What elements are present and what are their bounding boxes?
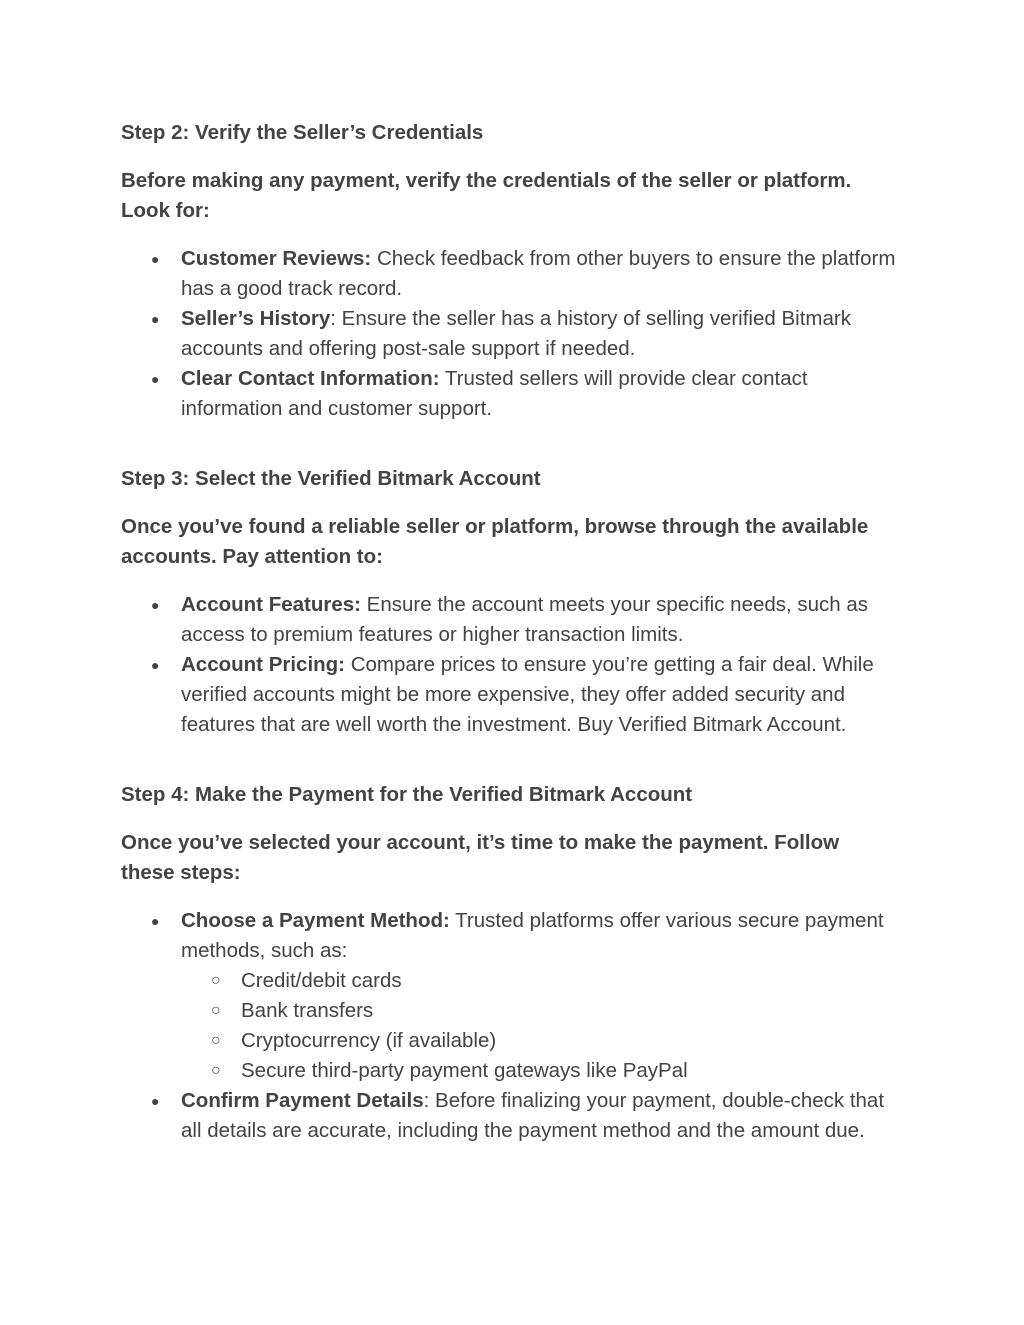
bullet-list [121,906,896,1146]
list-item-term: Customer Reviews: [181,247,372,270]
section-heading: Step 4: Make the Payment for the Verified Bitmark Account [121,783,693,806]
section-intro: Once you’ve found a reliable seller or platform, browse through the available accounts. Pay attention to: [121,515,869,568]
section-intro: Before making any payment, verify the credentials of the seller or platform. Look for: [121,169,852,222]
list-item-term: Clear Contact Information: [181,367,440,390]
section-heading: Step 3: Select the Verified Bitmark Account [121,467,541,490]
list-item-text: Check feedback from other buyers to ensure the platform has a good track record. [181,247,896,300]
list-item [121,1086,896,1146]
list-item-term: Choose a Payment Method: [181,909,450,932]
list-item [121,650,896,740]
list-item [121,590,896,650]
list-item-text: Trusted sellers will provide clear contact information and customer support. [181,367,808,420]
list-item [121,304,896,364]
sub-list-item: ○ Cryptocurrency (if available) [181,1026,896,1056]
list-item-text: Compare prices to ensure you’re getting a fair deal. While verified accounts might be more expensive, they offer added security and features that are well worth the investment. Buy Verified Bitmark Account. [181,653,874,736]
section-step-3 [121,464,896,740]
list-item [121,244,896,304]
sub-list-item: ○ Secure third-party payment gateways like PayPal [181,1056,896,1086]
list-item-text: Ensure the account meets your specific needs, such as access to premium features or higher transaction limits. [181,593,869,646]
document-page [121,118,896,1146]
list-item [121,364,896,424]
list-item-term: Seller’s History [181,307,331,330]
list-item-text: : Before finalizing your payment, double-check that all details are accurate, including the payment method and the amount due. [181,1089,885,1142]
list-item [121,906,896,1086]
section-heading: Step 2: Verify the Seller’s Credentials [121,121,484,144]
list-item-term: Confirm Payment Details [181,1089,424,1112]
list-item-term: Account Features: [181,593,361,616]
bullet-list [121,244,896,424]
sub-list-item: ○ Credit/debit cards [181,966,896,996]
section-step-4 [121,780,896,1146]
section-intro: Once you’ve selected your account, it’s time to make the payment. Follow these steps: [121,831,840,884]
sub-list-item: ○ Bank transfers [181,996,896,1026]
list-item-term: Account Pricing: [181,653,346,676]
list-item-text: : Ensure the seller has a history of selling verified Bitmark accounts and offering post-sale support if needed. [181,307,851,360]
list-item-text: Trusted platforms offer various secure payment methods, such as: [181,909,884,962]
sub-list [181,966,896,1086]
section-step-2 [121,118,896,424]
bullet-list [121,590,896,740]
